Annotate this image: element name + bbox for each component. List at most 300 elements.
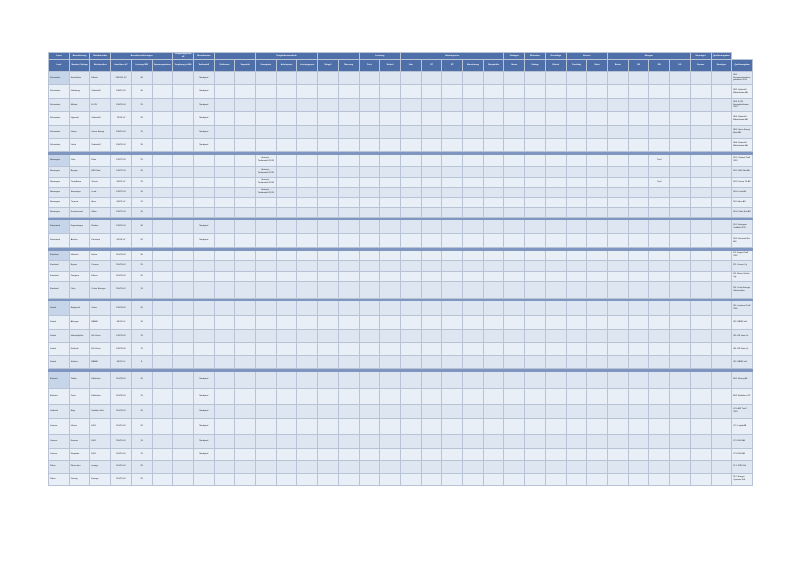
table-cell[interactable]: 66/11 kV [111, 316, 132, 330]
table-cell[interactable] [421, 434, 442, 448]
table-cell[interactable]: Stavanger [69, 187, 90, 197]
table-cell[interactable]: Malmö [69, 99, 90, 112]
table-cell[interactable]: 110/20 kV [111, 260, 132, 271]
table-cell[interactable]: Akureyri [69, 316, 90, 330]
table-cell[interactable] [297, 112, 318, 126]
table-cell[interactable] [173, 460, 194, 473]
table-cell[interactable] [359, 448, 380, 460]
table-cell[interactable] [463, 404, 484, 418]
table-cell[interactable] [193, 166, 214, 177]
table-cell[interactable]: Vattenfall [90, 85, 111, 99]
table-cell[interactable] [483, 166, 504, 177]
table-cell[interactable] [297, 448, 318, 460]
table-cell[interactable] [649, 187, 670, 197]
table-cell[interactable]: Tarif [649, 154, 670, 166]
table-cell[interactable] [152, 434, 173, 448]
table-cell[interactable] [525, 271, 546, 281]
table-cell[interactable] [421, 112, 442, 126]
table-cell[interactable] [525, 316, 546, 330]
table-cell[interactable] [711, 139, 732, 152]
column-header[interactable]: Entgelt [318, 60, 339, 72]
table-cell[interactable]: Göteborg [69, 85, 90, 99]
table-cell[interactable] [256, 250, 277, 260]
table-cell[interactable] [256, 316, 277, 330]
table-cell[interactable] [587, 99, 608, 112]
table-cell[interactable] [442, 220, 463, 234]
table-cell[interactable] [670, 187, 691, 197]
table-cell[interactable] [297, 330, 318, 343]
table-cell[interactable] [670, 197, 691, 207]
table-cell[interactable] [400, 460, 421, 473]
table-cell[interactable] [297, 301, 318, 316]
table-cell[interactable]: 132/22 kV [111, 207, 132, 217]
source-cell[interactable]: NO6: Glitre Nett AS [732, 207, 753, 217]
table-cell[interactable] [152, 330, 173, 343]
table-cell[interactable]: Selfoss [69, 356, 90, 369]
table-cell[interactable] [463, 177, 484, 187]
table-cell[interactable]: RARIK [90, 356, 111, 369]
table-cell[interactable] [214, 301, 235, 316]
table-cell[interactable] [318, 301, 339, 316]
table-cell[interactable] [318, 281, 339, 298]
table-cell[interactable] [587, 207, 608, 217]
table-cell[interactable] [628, 356, 649, 369]
table-cell[interactable]: 110/15 kV [111, 460, 132, 473]
table-cell[interactable] [421, 418, 442, 434]
table-cell[interactable] [421, 139, 442, 152]
table-cell[interactable] [504, 418, 525, 434]
table-cell[interactable]: Elenia [90, 271, 111, 281]
table-cell[interactable] [152, 281, 173, 298]
table-cell[interactable] [607, 434, 628, 448]
source-cell[interactable]: LT1: Litgrid AB [732, 418, 753, 434]
table-cell[interactable] [193, 460, 214, 473]
table-cell[interactable] [607, 330, 628, 343]
table-cell[interactable] [359, 139, 380, 152]
table-cell[interactable] [256, 371, 277, 388]
column-header[interactable]: Einheit [380, 60, 401, 72]
table-cell[interactable] [463, 281, 484, 298]
table-cell[interactable] [483, 418, 504, 434]
table-cell[interactable] [566, 197, 587, 207]
table-cell[interactable] [359, 418, 380, 434]
table-cell[interactable] [525, 166, 546, 177]
table-cell[interactable] [152, 207, 173, 217]
table-cell[interactable]: 20 [131, 112, 152, 126]
table-cell[interactable] [463, 154, 484, 166]
table-cell[interactable] [463, 166, 484, 177]
table-cell[interactable] [566, 281, 587, 298]
table-cell[interactable] [193, 271, 214, 281]
table-cell[interactable] [587, 473, 608, 485]
table-cell[interactable] [566, 207, 587, 217]
table-cell[interactable] [649, 271, 670, 281]
table-cell[interactable] [421, 234, 442, 248]
table-cell[interactable] [545, 371, 566, 388]
table-cell[interactable] [421, 343, 442, 356]
table-cell[interactable] [545, 187, 566, 197]
table-cell[interactable] [628, 388, 649, 404]
table-cell[interactable] [483, 139, 504, 152]
column-header[interactable]: Steuer [504, 60, 525, 72]
table-cell[interactable] [607, 316, 628, 330]
table-cell[interactable] [318, 356, 339, 369]
table-cell[interactable] [463, 418, 484, 434]
table-cell[interactable]: Nordpool [193, 448, 214, 460]
table-cell[interactable] [359, 250, 380, 260]
table-cell[interactable] [483, 448, 504, 460]
table-cell[interactable]: Island [49, 301, 70, 316]
table-cell[interactable] [649, 197, 670, 207]
table-cell[interactable] [173, 154, 194, 166]
table-cell[interactable] [525, 154, 546, 166]
table-cell[interactable] [649, 343, 670, 356]
table-cell[interactable] [152, 250, 173, 260]
table-cell[interactable] [193, 187, 214, 197]
column-header[interactable]: Land [49, 60, 70, 72]
table-cell[interactable] [276, 197, 297, 207]
table-cell[interactable] [338, 418, 359, 434]
table-cell[interactable] [442, 371, 463, 388]
table-cell[interactable] [545, 343, 566, 356]
table-cell[interactable] [214, 72, 235, 85]
table-cell[interactable] [214, 343, 235, 356]
table-cell[interactable]: Uppsala [69, 112, 90, 126]
table-cell[interactable] [628, 112, 649, 126]
table-cell[interactable]: 30 [131, 250, 152, 260]
table-cell[interactable] [442, 197, 463, 207]
table-cell[interactable] [359, 281, 380, 298]
table-cell[interactable] [628, 250, 649, 260]
table-cell[interactable]: Nordpool [193, 220, 214, 234]
table-cell[interactable] [463, 434, 484, 448]
table-cell[interactable] [235, 72, 256, 85]
table-cell[interactable] [297, 72, 318, 85]
table-cell[interactable] [276, 112, 297, 126]
table-cell[interactable] [545, 250, 566, 260]
table-cell[interactable] [690, 404, 711, 418]
table-cell[interactable] [587, 250, 608, 260]
table-cell[interactable]: Caruna [90, 260, 111, 271]
table-cell[interactable] [525, 388, 546, 404]
table-cell[interactable] [690, 330, 711, 343]
table-cell[interactable] [338, 473, 359, 485]
table-cell[interactable] [483, 250, 504, 260]
table-cell[interactable] [318, 388, 339, 404]
table-cell[interactable] [400, 72, 421, 85]
column-header[interactable]: Anschluss kV [111, 60, 132, 72]
table-cell[interactable] [338, 343, 359, 356]
source-cell[interactable]: FI3: Elenia Verkko Oyj [732, 271, 753, 281]
table-cell[interactable] [235, 371, 256, 388]
table-cell[interactable] [214, 99, 235, 112]
table-cell[interactable] [380, 112, 401, 126]
table-cell[interactable] [670, 154, 691, 166]
table-cell[interactable] [483, 343, 504, 356]
table-cell[interactable] [297, 126, 318, 139]
table-cell[interactable] [173, 448, 194, 460]
table-cell[interactable] [483, 356, 504, 369]
table-cell[interactable] [463, 112, 484, 126]
table-cell[interactable] [711, 388, 732, 404]
table-cell[interactable]: 8 [131, 356, 152, 369]
table-cell[interactable] [545, 234, 566, 248]
source-cell[interactable]: NO4: Lnett AS [732, 187, 753, 197]
table-cell[interactable]: Schweden [49, 112, 70, 126]
table-cell[interactable] [607, 388, 628, 404]
table-cell[interactable] [173, 72, 194, 85]
table-cell[interactable] [628, 126, 649, 139]
table-cell[interactable] [235, 388, 256, 404]
table-cell[interactable] [276, 271, 297, 281]
column-header[interactable]: HT [421, 60, 442, 72]
column-header[interactable]: Sonstiges [711, 60, 732, 72]
table-cell[interactable]: RARIK [90, 316, 111, 330]
table-cell[interactable] [338, 85, 359, 99]
table-cell[interactable] [235, 99, 256, 112]
table-cell[interactable]: Nordpool [193, 126, 214, 139]
table-cell[interactable] [338, 220, 359, 234]
table-cell[interactable] [607, 112, 628, 126]
table-cell[interactable]: Danzig [69, 473, 90, 485]
table-cell[interactable] [711, 260, 732, 271]
column-header[interactable]: Zuschlag [566, 60, 587, 72]
table-cell[interactable] [256, 473, 277, 485]
table-cell[interactable] [297, 99, 318, 112]
table-cell[interactable] [628, 371, 649, 388]
table-cell[interactable] [297, 460, 318, 473]
table-cell[interactable] [214, 404, 235, 418]
table-cell[interactable] [193, 260, 214, 271]
table-cell[interactable] [483, 207, 504, 217]
table-cell[interactable] [566, 220, 587, 234]
table-cell[interactable] [463, 207, 484, 217]
source-cell[interactable]: FI2: Caruna Oy [732, 260, 753, 271]
table-cell[interactable] [670, 281, 691, 298]
table-cell[interactable] [504, 271, 525, 281]
table-cell[interactable] [400, 197, 421, 207]
table-cell[interactable] [607, 356, 628, 369]
table-cell[interactable] [566, 271, 587, 281]
table-cell[interactable] [649, 220, 670, 234]
table-cell[interactable] [463, 220, 484, 234]
table-cell[interactable] [421, 388, 442, 404]
table-cell[interactable] [690, 85, 711, 99]
table-cell[interactable] [338, 434, 359, 448]
table-cell[interactable] [421, 85, 442, 99]
table-cell[interactable] [193, 356, 214, 369]
table-cell[interactable] [649, 330, 670, 343]
table-cell[interactable] [525, 301, 546, 316]
table-cell[interactable] [545, 281, 566, 298]
table-cell[interactable] [214, 126, 235, 139]
table-cell[interactable] [276, 343, 297, 356]
table-cell[interactable] [690, 343, 711, 356]
table-cell[interactable] [607, 99, 628, 112]
table-cell[interactable] [649, 207, 670, 217]
table-cell[interactable] [380, 207, 401, 217]
table-cell[interactable] [421, 460, 442, 473]
table-cell[interactable] [607, 448, 628, 460]
source-cell[interactable]: SE6: Vattenfall Eldistribution AB [732, 139, 753, 152]
table-cell[interactable]: Stockholm [69, 72, 90, 85]
table-cell[interactable] [525, 343, 546, 356]
table-cell[interactable] [214, 281, 235, 298]
table-cell[interactable] [690, 260, 711, 271]
table-cell[interactable] [235, 404, 256, 418]
table-cell[interactable] [566, 126, 587, 139]
table-cell[interactable]: Trondheim [69, 177, 90, 187]
table-cell[interactable] [483, 112, 504, 126]
table-cell[interactable] [483, 72, 504, 85]
table-cell[interactable]: 20 [131, 404, 152, 418]
table-cell[interactable] [400, 187, 421, 197]
table-cell[interactable] [359, 72, 380, 85]
table-cell[interactable] [400, 126, 421, 139]
table-cell[interactable] [628, 301, 649, 316]
table-cell[interactable] [442, 330, 463, 343]
table-cell[interactable] [649, 418, 670, 434]
table-cell[interactable] [504, 154, 525, 166]
table-cell[interactable] [711, 72, 732, 85]
table-cell[interactable] [670, 234, 691, 248]
table-cell[interactable]: 60/10 kV [111, 234, 132, 248]
table-cell[interactable] [670, 250, 691, 260]
source-cell[interactable]: IS1: Landsnet Tariff 2019 [732, 301, 753, 316]
table-cell[interactable] [463, 126, 484, 139]
table-cell[interactable] [173, 85, 194, 99]
table-cell[interactable]: 132/22 kV [111, 154, 132, 166]
table-cell[interactable] [711, 126, 732, 139]
table-cell[interactable] [421, 207, 442, 217]
table-cell[interactable] [380, 371, 401, 388]
table-cell[interactable] [483, 126, 504, 139]
table-cell[interactable] [235, 139, 256, 152]
table-cell[interactable] [628, 271, 649, 281]
table-cell[interactable] [690, 234, 711, 248]
table-cell[interactable] [193, 154, 214, 166]
table-cell[interactable] [711, 154, 732, 166]
table-cell[interactable] [525, 473, 546, 485]
table-cell[interactable]: 25 [131, 460, 152, 473]
table-cell[interactable] [442, 448, 463, 460]
table-cell[interactable]: Nordpool [193, 388, 214, 404]
table-cell[interactable]: ESO [90, 434, 111, 448]
table-cell[interactable] [504, 234, 525, 248]
table-cell[interactable] [711, 460, 732, 473]
table-cell[interactable] [214, 187, 235, 197]
table-cell[interactable] [173, 166, 194, 177]
table-cell[interactable] [670, 85, 691, 99]
table-cell[interactable]: Helen [90, 250, 111, 260]
table-cell[interactable] [318, 139, 339, 152]
table-cell[interactable] [297, 260, 318, 271]
table-cell[interactable] [670, 404, 691, 418]
table-cell[interactable] [442, 166, 463, 177]
table-cell[interactable] [276, 316, 297, 330]
source-cell[interactable]: SE3: E.ON Energidistribution 2019 [732, 99, 753, 112]
source-cell[interactable]: EE1: Elering AS [732, 371, 753, 388]
table-cell[interactable] [566, 187, 587, 197]
table-cell[interactable] [587, 234, 608, 248]
table-cell[interactable] [338, 250, 359, 260]
table-cell[interactable] [276, 126, 297, 139]
table-cell[interactable] [318, 473, 339, 485]
table-cell[interactable] [607, 343, 628, 356]
table-cell[interactable] [214, 177, 235, 187]
table-cell[interactable] [545, 418, 566, 434]
table-cell[interactable] [193, 197, 214, 207]
table-cell[interactable]: Nordpool [193, 234, 214, 248]
table-cell[interactable] [421, 301, 442, 316]
table-cell[interactable] [545, 126, 566, 139]
source-cell[interactable]: EE2: Elektrilevi OÜ [732, 388, 753, 404]
table-cell[interactable] [400, 343, 421, 356]
table-cell[interactable] [711, 316, 732, 330]
table-cell[interactable] [214, 139, 235, 152]
table-cell[interactable] [670, 126, 691, 139]
table-cell[interactable] [338, 388, 359, 404]
table-cell[interactable] [504, 281, 525, 298]
table-cell[interactable] [463, 250, 484, 260]
table-cell[interactable]: Lnett [90, 187, 111, 197]
source-cell[interactable]: SE1: Energimarknadsinspektionen 2019 [732, 72, 753, 85]
table-cell[interactable] [442, 418, 463, 434]
table-cell[interactable] [276, 250, 297, 260]
column-header[interactable]: Quellenangaben [732, 60, 753, 72]
table-cell[interactable] [463, 301, 484, 316]
table-cell[interactable]: Norwegen [49, 166, 70, 177]
table-cell[interactable] [297, 166, 318, 177]
table-cell[interactable] [711, 473, 732, 485]
table-cell[interactable]: 15 [131, 281, 152, 298]
table-cell[interactable] [670, 371, 691, 388]
table-cell[interactable] [690, 434, 711, 448]
table-cell[interactable] [235, 177, 256, 187]
table-cell[interactable] [276, 434, 297, 448]
table-cell[interactable]: Polen [49, 460, 70, 473]
table-cell[interactable]: Kopenhagen [69, 220, 90, 234]
table-cell[interactable] [359, 85, 380, 99]
table-cell[interactable] [504, 139, 525, 152]
table-cell[interactable] [711, 177, 732, 187]
table-cell[interactable]: Bergen [69, 166, 90, 177]
table-cell[interactable] [670, 271, 691, 281]
table-cell[interactable] [173, 197, 194, 207]
table-cell[interactable]: Finnland [49, 250, 70, 260]
table-cell[interactable] [214, 271, 235, 281]
source-cell[interactable]: SE4: Vattenfall Eldistribution AB [732, 112, 753, 126]
table-cell[interactable] [649, 99, 670, 112]
table-cell[interactable] [421, 154, 442, 166]
table-cell[interactable]: Glitre [90, 207, 111, 217]
table-cell[interactable] [318, 166, 339, 177]
table-cell[interactable] [421, 197, 442, 207]
table-cell[interactable]: Litauen [49, 434, 70, 448]
table-cell[interactable]: ESO [90, 448, 111, 460]
table-cell[interactable] [690, 220, 711, 234]
table-cell[interactable] [400, 234, 421, 248]
table-cell[interactable] [380, 343, 401, 356]
table-cell[interactable] [318, 404, 339, 418]
table-cell[interactable] [235, 356, 256, 369]
table-cell[interactable] [711, 220, 732, 234]
table-cell[interactable] [338, 112, 359, 126]
table-cell[interactable] [214, 316, 235, 330]
table-cell[interactable] [421, 99, 442, 112]
table-cell[interactable] [235, 260, 256, 271]
table-cell[interactable] [400, 418, 421, 434]
